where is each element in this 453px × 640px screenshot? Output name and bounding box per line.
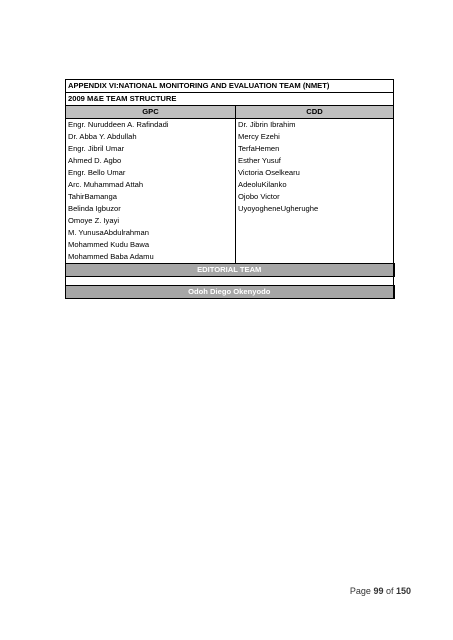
spacer-cell xyxy=(66,277,394,286)
page-prefix: Page xyxy=(349,586,374,596)
gpc-member: Engr. Jibril Umar xyxy=(68,144,125,153)
editor-name: Odoh Diego Okenyodo xyxy=(66,286,394,299)
gpc-member: Dr. Abba Y. Abdullah xyxy=(68,132,137,141)
cdd-header: CDD xyxy=(236,106,394,119)
team-structure-heading: 2009 M&E TEAM STRUCTURE xyxy=(66,93,394,106)
members-row xyxy=(66,119,394,264)
gpc-members-cell xyxy=(66,119,236,264)
cdd-member: TerfaHemen xyxy=(238,144,280,153)
cdd-member: Mercy Ezehi xyxy=(238,132,280,141)
gpc-member: Engr. Nuruddeen A. Rafindadi xyxy=(68,120,169,129)
gpc-header: GPC xyxy=(66,106,236,119)
page-of: of xyxy=(383,586,396,596)
appendix-heading: APPENDIX VI:NATIONAL MONITORING AND EVALUATION TEAM (NMET) xyxy=(66,80,394,93)
team-structure-row xyxy=(66,93,394,106)
page-number xyxy=(350,586,411,596)
gpc-member: M. YunusaAbdulrahman xyxy=(68,228,149,237)
column-header-row xyxy=(66,106,394,119)
appendix-heading-row xyxy=(66,80,394,93)
spacer-row xyxy=(66,277,394,286)
cdd-member: UyoyogheneUgherughe xyxy=(238,204,319,213)
gpc-member: TahirBamanga xyxy=(68,192,117,201)
cdd-members-cell xyxy=(236,119,394,264)
editorial-team-heading: EDITORIAL TEAM xyxy=(66,264,394,277)
gpc-member: Omoye Z. Iyayi xyxy=(68,216,120,225)
editor-row xyxy=(66,286,394,299)
editorial-team-row xyxy=(66,264,394,277)
total-pages: 150 xyxy=(395,586,411,596)
gpc-member: Engr. Bello Umar xyxy=(68,168,126,177)
cdd-member: AdeoluKilanko xyxy=(238,180,287,189)
cdd-member: Dr. Jibrin Ibrahim xyxy=(238,120,296,129)
gpc-member: Arc. Muhammad Attah xyxy=(68,180,144,189)
gpc-member: Belinda Igbuzor xyxy=(68,204,121,213)
cdd-member: Esther Yusuf xyxy=(238,156,281,165)
gpc-member: Ahmed D. Agbo xyxy=(68,156,122,165)
gpc-member: Mohammed Kudu Bawa xyxy=(68,240,150,249)
cdd-member: Ojobo Victor xyxy=(238,192,280,201)
gpc-member: Mohammed Baba Adamu xyxy=(68,252,154,261)
nmet-table xyxy=(65,79,395,299)
cdd-member: Victoria Oselkearu xyxy=(238,168,300,177)
current-page: 99 xyxy=(373,586,384,596)
